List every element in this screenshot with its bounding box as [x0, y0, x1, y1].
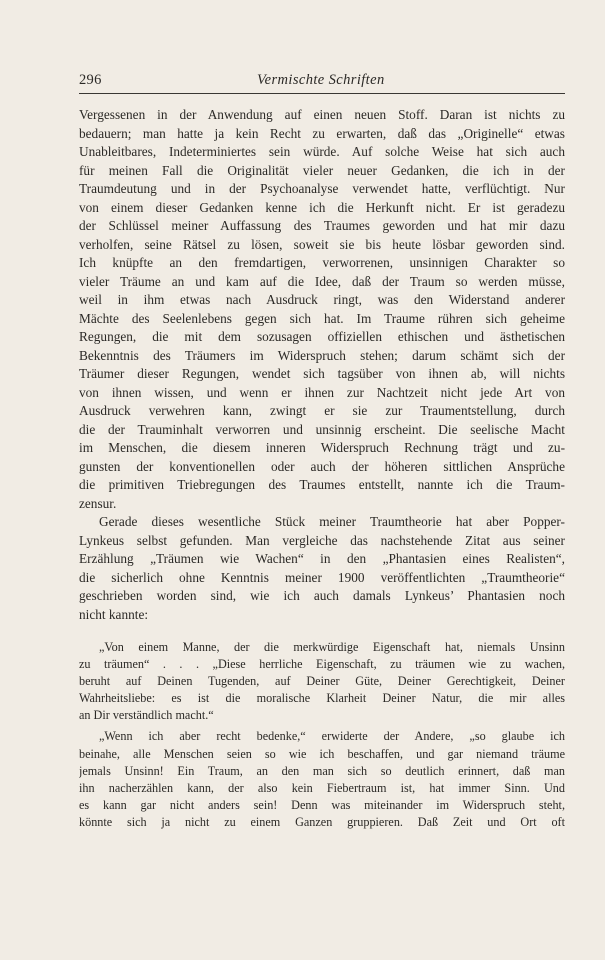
- text-line: zensur.: [79, 495, 117, 511]
- quote-line: „Von einem Manne, der die merkwürdige Eigenschaft hat, niemals Unsinn: [99, 640, 565, 654]
- text-line: von ihnen wissen, und wenn er ihnen zur Nachtzeit nicht jede Art von: [79, 384, 565, 400]
- text-line: Träumer dieser Regungen, wendet sich tagsüber von ihnen ab, will nichts: [79, 366, 565, 381]
- text-line: Lynkeus selbst gefunden. Man vergleiche das nachstehende Zitat aus seiner: [79, 532, 565, 548]
- main-text: [79, 106, 565, 624]
- page-body: [79, 106, 565, 831]
- text-line: Ich knüpfte an den fremdartigen, verworrenen, unsinnigen Charakter so: [79, 255, 565, 270]
- text-line: Mächte des Seelenlebens gegen sich hat. Im Traume rühren sich geheime: [79, 310, 565, 326]
- quote-line: beruht auf Deinen Tugenden, auf Deiner Güte, Deiner Gerechtigkeit, Deiner: [79, 674, 565, 689]
- quote-line: beinahe, alle Menschen seien so wie ich beschaffen, und gar niemand träume: [79, 746, 565, 761]
- text-line: von einem dieser Gedanken kenne ich die Herkunft nicht. Er ist geradezu: [79, 199, 565, 215]
- text-line: Unableitbares, Indeterminiertes sein würde. Auf solche Weise hat sich auch: [79, 144, 565, 159]
- text-line: Vergessenen in der Anwendung auf einen neuen Stoff. Daran ist nichts zu: [79, 107, 565, 122]
- quote-line: jemals Unsinn! Ein Traum, an den man sich so deutlich erinnert, daß man: [79, 763, 565, 778]
- text-line: Erzählung „Träumen wie Wachen“ in den „Phantasien eines Realisten“,: [79, 551, 565, 566]
- text-line: für meinen Fall die Originalität vieler neuer Gedanken, die ich in der: [79, 162, 565, 178]
- quote-line: es kann gar nicht anders sein! Denn was miteinander im Widerspruch steht,: [79, 797, 565, 812]
- quote-line: könnte sich ja nicht zu einem Ganzen gruppieren. Daß Zeit und Ort oft: [79, 814, 565, 829]
- text-line: nicht kannte:: [79, 606, 149, 622]
- quote-line: Wahrheitsliebe: es ist die moralische Klarheit Deiner Natur, die mir alles: [79, 691, 565, 706]
- text-line: der Schlüssel meiner Auffassung des Traumes geworden und hat mir dazu: [79, 218, 565, 233]
- text-line: die sicherlich ohne Kenntnis meiner 1900 veröffentlichten „Traumtheorie“: [79, 569, 565, 585]
- text-line: Traumdeutung und in der Psychoanalyse verwendet hatte, verflüchtigt. Nur: [79, 181, 565, 196]
- text-line: Ausdruck verwehren kann, zwingt er sie zur Traumentstellung, durch: [79, 403, 565, 418]
- text-line: gunsten der konventionellen oder auch der höheren sittlichen Ansprüche: [79, 458, 565, 474]
- text-line: vieler Träume an und kam auf die Idee, daß der Traum so werden müsse,: [79, 273, 565, 289]
- page-number: 296: [79, 72, 102, 88]
- text-line: die der Trauminhalt verworren und unsinnig erscheint. Die seelische Macht: [79, 421, 565, 437]
- text-line: Regungen, die mit dem sozusagen offiziellen ethischen und ästhetischen: [79, 329, 565, 344]
- text-line: die primitiven Triebregungen des Traumes entstellt, nannte ich die Traum-: [79, 477, 565, 492]
- text-line: weil in ihm etwas nach Ausdruck ringt, was den Widerstand anderer: [79, 292, 565, 307]
- text-line: im Menschen, die diesem inneren Widerspruch Rechnung trägt und zu-: [79, 440, 565, 455]
- text-line: Gerade dieses wesentliche Stück meiner Traumtheorie hat aber Popper-: [99, 514, 565, 529]
- header-rule: [79, 93, 565, 94]
- page-header: [79, 72, 565, 94]
- text-line: bedauern; man hatte ja kein Recht zu erwarten, daß das „Originelle“ etwas: [79, 125, 565, 141]
- quote-line: zu träumen“ . . . „Diese herrliche Eigenschaft, zu träumen wie zu wachen,: [79, 657, 565, 672]
- block-quote: [79, 639, 565, 831]
- text-line: Bekenntnis des Träumers im Widerspruch stehen; darum schämt sich der: [79, 347, 565, 363]
- quote-line: an Dir verständlich macht.“: [79, 708, 214, 723]
- running-title: Vermischte Schriften: [257, 72, 385, 88]
- text-line: geschrieben worden sind, wie ich auch damals Lynkeus’ Phantasien noch: [79, 588, 565, 603]
- quote-line: „Wenn ich aber recht bedenke,“ erwiderte der Andere, „so glaube ich: [99, 729, 565, 744]
- quote-line: ihn nacherzählen kann, der also kein Fiebertraum ist, hat immer Sinn. Und: [79, 780, 565, 795]
- text-line: verholfen, seine Rätsel zu lösen, soweit sie bis heute lösbar geworden sind.: [79, 236, 565, 252]
